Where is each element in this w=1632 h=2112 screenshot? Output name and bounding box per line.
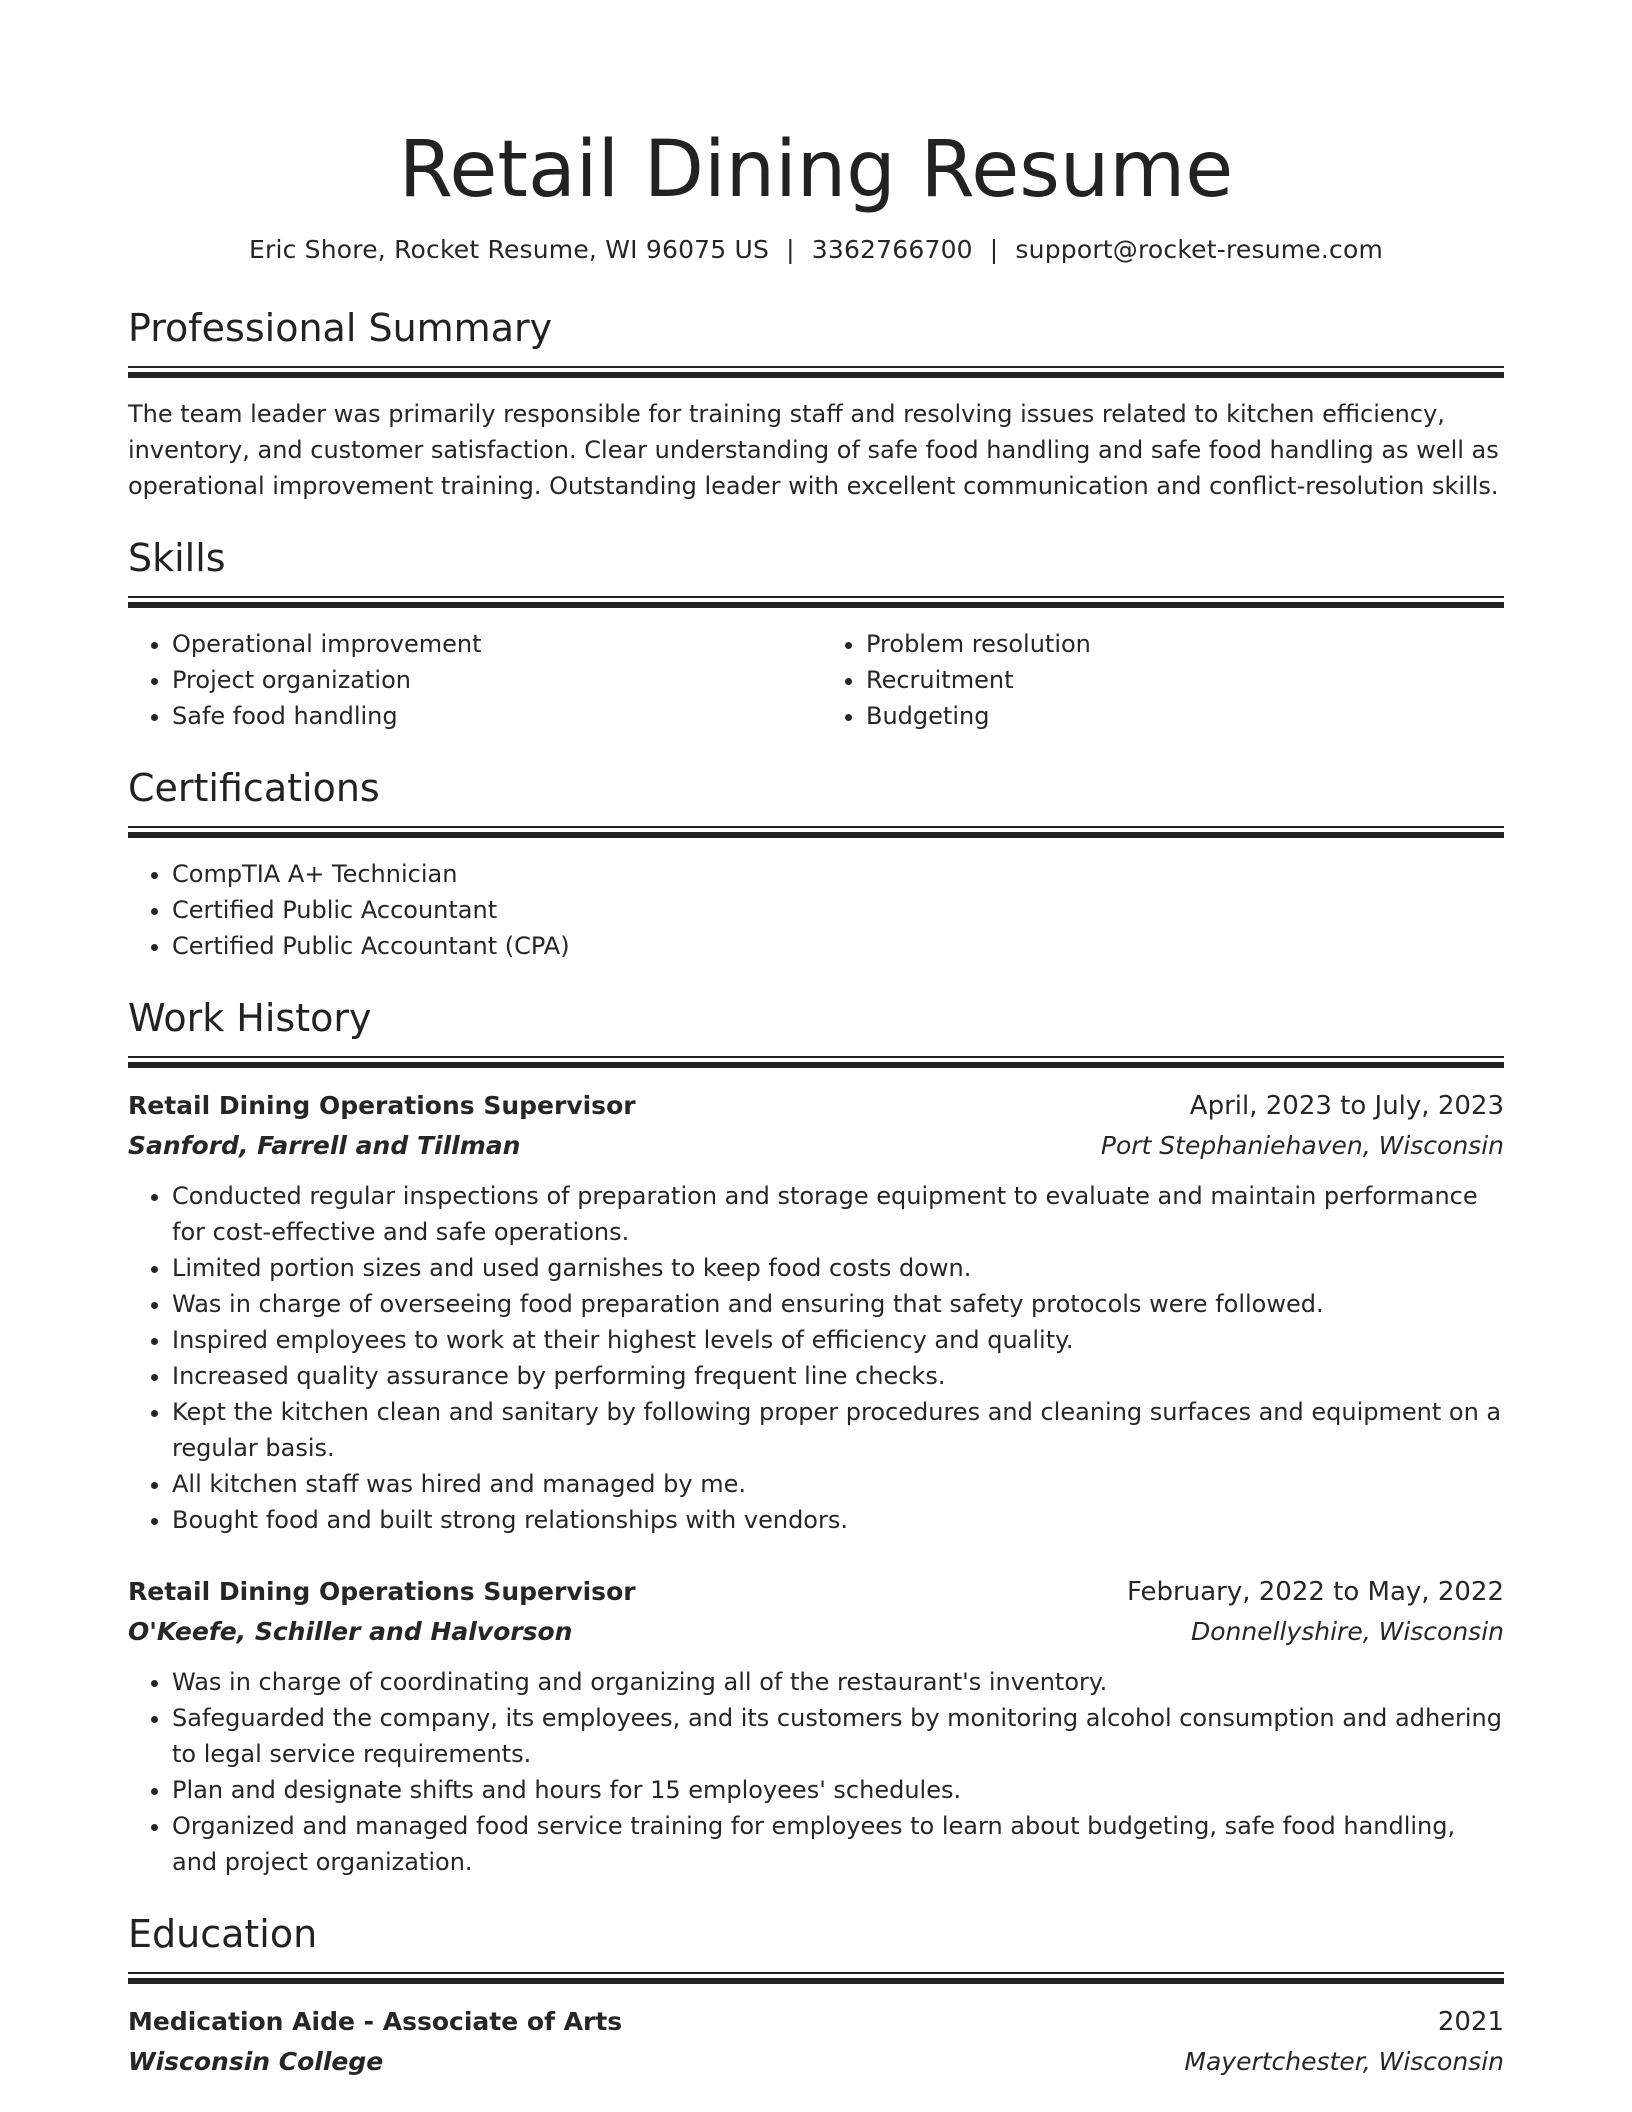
skills-grid	[128, 626, 1504, 734]
certifications-heading: Certifications	[128, 766, 380, 810]
job-duty: • Was in charge of coordinating and organizing all of the restaurant's inventory.	[172, 1664, 1504, 1700]
job-subheader-row	[128, 1612, 1504, 1652]
education-entry	[128, 2002, 1504, 2082]
certification-item: • Certified Public Accountant (CPA)	[172, 928, 1504, 964]
job-duty: • Increased quality assurance by performing frequent line checks.	[172, 1358, 1504, 1394]
contact-separator: |	[786, 235, 795, 264]
job-header-row	[128, 1572, 1504, 1612]
summary-text: The team leader was primarily responsible for training staff and resolving issues related to kitchen efficiency, inventory, and customer satisfaction. Clear understanding of safe food handling and safe food handling as well as operational improvement training. Outstanding leader with excellent communication and conflict-resolution skills.	[128, 400, 1499, 500]
job-location: Donnellyshire, Wisconsin	[1190, 1617, 1504, 1646]
education-heading: Education	[128, 1912, 318, 1956]
job-entry	[128, 1572, 1504, 1880]
job-duty: • Kept the kitchen clean and sanitary by following proper procedures and cleaning surfaces and equipment on a regular basis.	[172, 1394, 1504, 1466]
skills-list-left	[128, 626, 810, 734]
job-subheader-row	[128, 1126, 1504, 1166]
summary-section	[128, 302, 1504, 504]
education-section	[128, 1908, 1504, 2082]
skill-item: • Recruitment	[866, 662, 1504, 698]
contact-email: support@rocket-resume.com	[1015, 235, 1384, 264]
certification-item: • CompTIA A+ Technician	[172, 856, 1504, 892]
job-company: O'Keefe, Schiller and Halvorson	[128, 1617, 573, 1646]
job-dates: April, 2023 to July, 2023	[1189, 1091, 1504, 1121]
certification-item: • Certified Public Accountant	[172, 892, 1504, 928]
certifications-section	[128, 762, 1504, 964]
job-duty: • Limited portion sizes and used garnishes to keep food costs down.	[172, 1250, 1504, 1286]
job-entry	[128, 1086, 1504, 1538]
job-duty: • Organized and managed food service training for employees to learn about budgeting, safe food handling, and project organization.	[172, 1808, 1504, 1880]
job-duty: • Plan and designate shifts and hours for 15 employees' schedules.	[172, 1772, 1504, 1808]
education-school: Wisconsin College	[128, 2047, 384, 2076]
job-duties-list	[128, 1664, 1504, 1880]
education-degree: Medication Aide - Associate of Arts	[128, 2007, 623, 2036]
education-location: Mayertchester, Wisconsin	[1184, 2047, 1504, 2076]
education-header-row	[128, 2002, 1504, 2042]
job-header-row	[128, 1086, 1504, 1126]
contact-phone: 3362766700	[811, 235, 973, 264]
contact-address: Eric Shore, Rocket Resume, WI 96075 US	[248, 235, 770, 264]
work-history-section	[128, 992, 1504, 1880]
job-location: Port Stephaniehaven, Wisconsin	[1100, 1131, 1504, 1160]
section-divider	[128, 826, 1504, 838]
job-duty: • Bought food and built strong relationships with vendors.	[172, 1502, 1504, 1538]
contact-separator: |	[989, 235, 999, 264]
education-subheader-row	[128, 2042, 1504, 2082]
skill-item: • Problem resolution	[866, 626, 1504, 662]
summary-heading: Professional Summary	[128, 306, 553, 350]
section-divider	[128, 596, 1504, 608]
job-dates: February, 2022 to May, 2022	[1127, 1577, 1504, 1607]
skill-item: • Operational improvement	[172, 626, 810, 662]
job-duty: • All kitchen staff was hired and managed by me.	[172, 1466, 1504, 1502]
skills-list-right	[822, 626, 1504, 734]
skill-item: • Project organization	[172, 662, 810, 698]
job-company: Sanford, Farrell and Tillman	[128, 1131, 521, 1160]
section-divider	[128, 1972, 1504, 1984]
section-divider	[128, 1056, 1504, 1068]
skills-section	[128, 532, 1504, 734]
job-duty: • Inspired employees to work at their highest levels of efficiency and quality.	[172, 1322, 1504, 1358]
education-year: 2021	[1437, 2007, 1504, 2037]
certifications-list	[128, 856, 1504, 964]
job-duties-list	[128, 1178, 1504, 1538]
work-history-heading: Work History	[128, 996, 372, 1040]
skills-heading: Skills	[128, 536, 226, 580]
job-duty: • Safeguarded the company, its employees, and its customers by monitoring alcohol consumption and adhering to legal service requirements.	[172, 1700, 1504, 1772]
skill-item: • Budgeting	[866, 698, 1504, 734]
section-divider	[128, 366, 1504, 378]
resume-page	[128, 115, 1504, 2082]
resume-title: Retail Dining Resume	[398, 125, 1234, 215]
job-duty: • Was in charge of overseeing food preparation and ensuring that safety protocols were followed.	[172, 1286, 1504, 1322]
contact-line	[128, 230, 1504, 270]
skill-item: • Safe food handling	[172, 698, 810, 734]
job-title: Retail Dining Operations Supervisor	[128, 1577, 636, 1606]
job-duty: • Conducted regular inspections of preparation and storage equipment to evaluate and maintain performance for cost-effective and safe operations.	[172, 1178, 1504, 1250]
job-title: Retail Dining Operations Supervisor	[128, 1091, 636, 1120]
